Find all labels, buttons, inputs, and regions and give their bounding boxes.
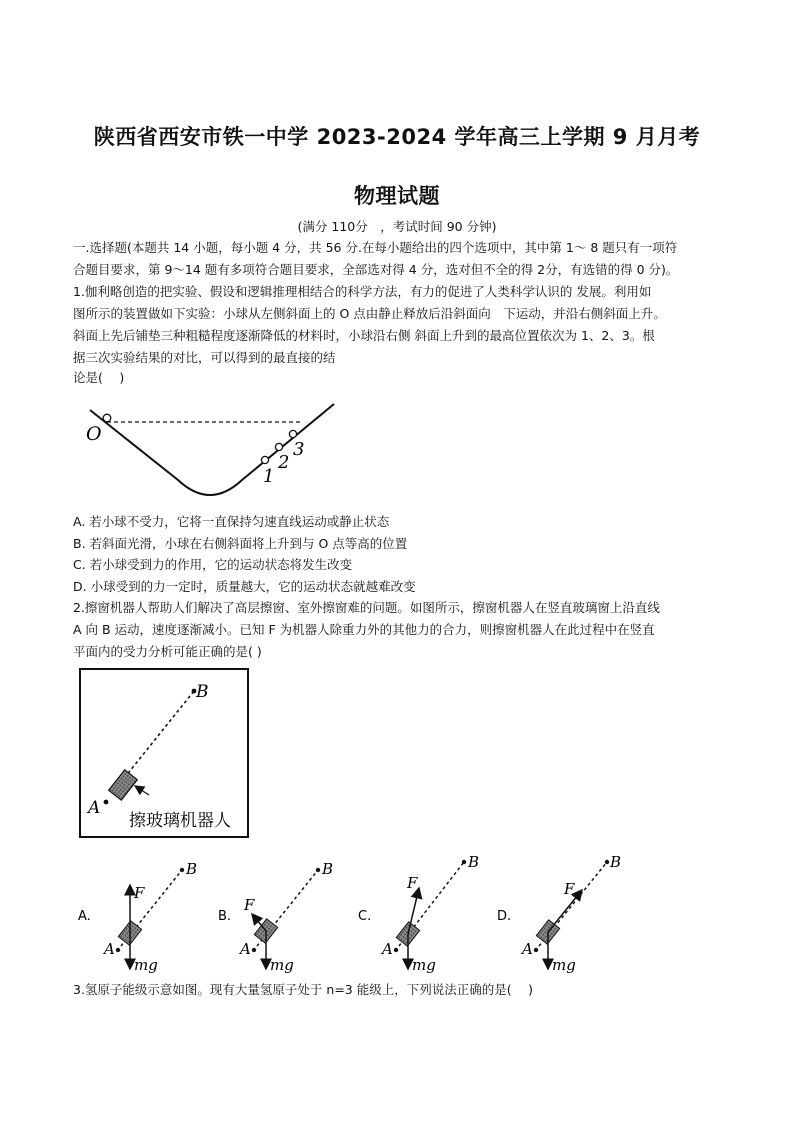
q2-window-figure (79, 668, 251, 840)
section-header-line: 合题目要求，第 9～14 题有多项符合题目要求，全部选对得 4 分，选对但不全的得 2分，有选错的得 0 分)。 (73, 262, 679, 277)
choice-a-a-label: A (104, 940, 115, 958)
q2-force-choices (74, 852, 634, 982)
exam-title: 陕西省西安市铁一中学 2023-2024 学年高三上学期 9 月月考 (93, 125, 701, 149)
robot-label: 擦玻璃机器人 (129, 811, 231, 831)
q2-stem-line: A 向 B 运动，速度逐渐减小。已知 F 为机器人除重力外的其他力的合力，则擦窗机器人在此过程中在竖直 (73, 622, 655, 637)
q1-incline-figure (80, 398, 350, 508)
choice-b-f-label: F (244, 896, 255, 914)
choice-b-diagram (218, 860, 333, 974)
q2-stem-line: 2.擦窗机器人帮助人们解决了高层擦窗、室外擦窗难的问题。如图所示，擦窗机器人在竖直玻璃窗上沿直线 (73, 600, 660, 615)
q1-stem-line: 据三次实验结果的对比，可以得到的最直接的结 (73, 350, 336, 365)
choice-c-b-label: B (468, 853, 480, 871)
ball-at-o (103, 414, 111, 422)
choice-a-f-label: F (134, 884, 145, 902)
exam-subtitle: 物理试题 (354, 184, 440, 208)
point-o-label: O (86, 423, 102, 445)
choice-c-letter: C. (358, 909, 372, 924)
choice-b-a-label: A (240, 940, 251, 958)
choice-c-a-label: A (382, 940, 393, 958)
choice-a-diagram (78, 860, 197, 974)
q1-stem-line: 1.伽利略创造的把实验、假设和逻辑推理相结合的科学方法，有力的促进了人类科学认识的 发展。利用如 (73, 284, 652, 299)
choice-a-mg-label: mg (134, 956, 158, 974)
choice-d-mg-label: mg (552, 956, 576, 974)
q1-option-d: D. 小球受到的力一定时，质量越大，它的运动状态就越难改变 (73, 579, 416, 594)
ball-position-2 (275, 443, 282, 450)
point-a-dot (104, 800, 109, 805)
q1-option-a: A. 若小球不受力，它将一直保持匀速直线运动或静止状态 (73, 514, 390, 529)
choice-c-mg-label: mg (412, 956, 436, 974)
q2-stem-line: 平面内的受力分析可能正确的是( ) (73, 644, 262, 659)
choice-c-diagram (358, 853, 479, 974)
choice-b-mg-label: mg (270, 956, 294, 974)
exam-info: (满分 110分 ，考试时间 90 分钟) (297, 219, 497, 234)
q1-stem-line: 斜面上先后铺垫三种粗糙程度逐渐降低的材料时，小球沿右侧 斜面上升到的最高位置依次为 1、2、3。根 (73, 328, 655, 343)
q1-option-b: B. 若斜面光滑，小球在右侧斜面将上升到与 O 点等高的位置 (73, 536, 408, 551)
mark-2-label: 2 (278, 452, 290, 473)
choice-c-f-label: F (407, 874, 418, 892)
choice-a-b-label: B (186, 860, 198, 878)
choice-b-b-label: B (322, 860, 334, 878)
mark-3-label: 3 (293, 439, 305, 460)
q3-stem-line: 3.氢原子能级示意如图。现有大量氢原子处于 n=3 能级上，下列说法正确的是( ) (73, 982, 533, 997)
q1-stem-line: 论是( ) (73, 370, 125, 385)
section-header-line: 一.选择题(本题共 14 小题，每小题 4 分，共 56 分.在每小题给出的四个选项中，其中第 1～ 8 题只有一项符 (73, 240, 678, 255)
q1-stem-line: 图所示的装置做如下实验：小球从左侧斜面上的 O 点由静止释放后沿斜面向 下运动，并沿右侧斜面上升。 (73, 306, 666, 321)
choice-d-b-label: B (610, 853, 622, 871)
choice-b-letter: B. (218, 909, 232, 924)
point-b-label: B (196, 682, 209, 702)
point-a-label: A (88, 798, 101, 818)
choice-d-a-label: A (522, 940, 533, 958)
choice-d-letter: D. (497, 909, 512, 924)
choice-a-letter: A. (78, 909, 91, 924)
ball-position-3 (289, 430, 296, 437)
ball-position-1 (261, 456, 268, 463)
q1-option-c: C. 若小球受到力的作用，它的运动状态将发生改变 (73, 557, 353, 572)
choice-d-f-label: F (564, 880, 575, 898)
choice-d-diagram (497, 853, 621, 974)
mark-1-label: 1 (263, 466, 275, 487)
